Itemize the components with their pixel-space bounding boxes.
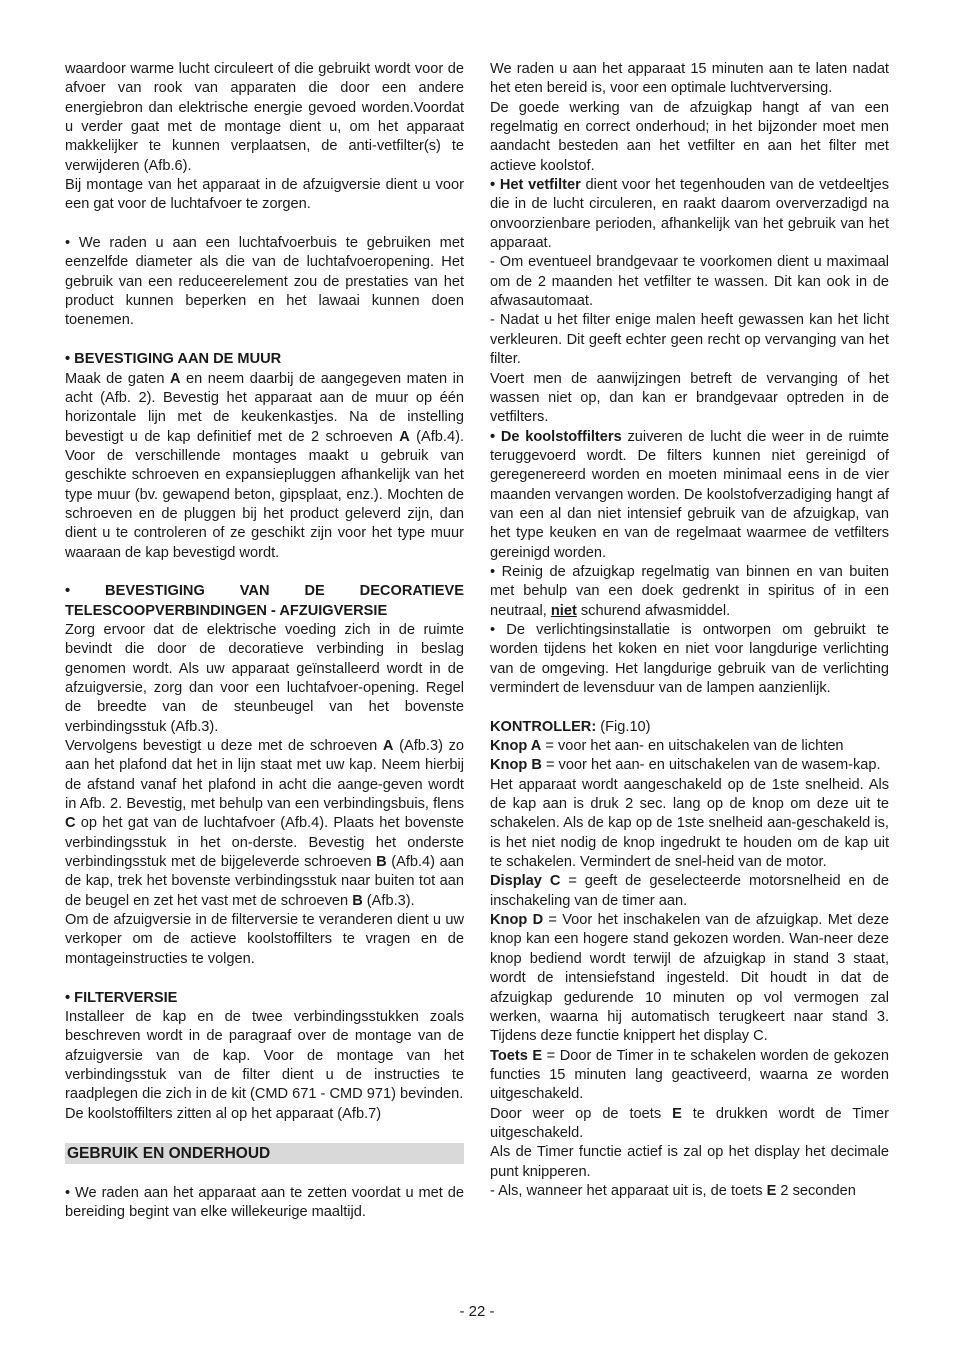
paragraph-speed: Het apparaat wordt aangeschakeld op de 1ste snelheid. Als de kap aan is druk 2 sec. lang op de knop om deze uit te schakelen. Als de kap op de 1ste snelheid aan-geschakeld is, is het niet nodig de knop ingedrukt te houden om de kap uit te schakelen. Vermindert de snel-heid van de motor. (490, 776, 889, 871)
paragraph-15-minutes: We raden u aan het apparaat 15 minuten aan te laten nadat het eten bereid is, voor een optimale luchtverversing. (490, 61, 889, 97)
paragraph-wall-mount: Maak de gaten A en neem daarbij de aangegeven maten in acht (Afb. 2). Bevestig het apparaat aan de muur op één horizontale lijn met de keukenkastjes. Na de instelling bevestigt u de kap definitief met de 2 schroeven A (Afb.4). Voor de verschillende montages maakt u gebruik van geschikte schroeven en expansiepluggen afhankelijk van het type muur (bv. gewapend beton, gipsplaat, enz.). Mochten de schroeven en de pluggen bij het product geleverd zijn, dan dient u te controleren of ze geschikt zijn voor het type muur waaraan de kap bevestigd wordt. (65, 370, 464, 561)
paragraph-grease-warning: Voert men de aanwijzingen betreft de vervanging of het wassen niet op, dan kan er brandgevaar optreden in de vetfilters. (490, 370, 889, 426)
paragraph-carbon-filters: • De koolstoffilters zuiveren de lucht die weer in de ruimte teruggevoerd wordt. De filters kunnen niet gereinigd of geregenereerd worden en moeten minimaal eens in de vier maanden vervangen worden. De koolstofverzadiging hangt af van een al dan niet intensief gebruik van de afzuigkap, van het type keuken en van de regelmaat waarmee de vetfilters gereinigd worden. (490, 428, 889, 561)
heading-filter-version: • FILTERVERSIE (65, 989, 178, 1006)
paragraph-grease-wash: - Om eventueel brandgevaar te voorkomen dient u maximaal om de 2 maanden het vetfilter te wassen. Dit kan ook in de afwasautomaat. (490, 254, 889, 310)
heading-controller: KONTROLLER: (Fig.10) (490, 718, 651, 735)
page-number: - 22 - (459, 1303, 495, 1320)
paragraph-last: - Als, wanneer het apparaat uit is, de toets E 2 seconden (490, 1182, 856, 1199)
bullet-use-before-cooking: • We raden aan het apparaat aan te zetten voordat u met de bereiding begint van elke willekeurige maaltijd. (65, 1184, 464, 1220)
paragraph-timer-off: Door weer op de toets E te drukken wordt de Timer uitgeschakeld. (490, 1105, 889, 1141)
paragraph-filter-1: Installeer de kap en de twee verbindingsstukken zoals beschreven wordt in de paragraaf over de montage van de afzuigversie van de kap. Voor de montage van het verbindingsstuk van de filter dient u de instructies te raadplegen die zich in de kit (CMD 671 - CMD 971) bevinden. (65, 1008, 464, 1103)
paragraph-filter-2: De koolstoffilters zitten al op het apparaat (Afb.7) (65, 1105, 382, 1122)
paragraph-knop-a: Knop A = voor het aan- en uitschakelen van de lichten (490, 738, 844, 755)
paragraph-maintenance: De goede werking van de afzuigkap hangt af van een regelmatig en correct onderhoud; in het bijzonder moet men aandacht besteden aan het vetfilter en aan het filter met actieve koolstof. (490, 99, 889, 174)
paragraph-intro: waardoor warme lucht circuleert of die gebruikt wordt voor de afvoer van rook van apparaten die door een andere energiebron dan elektrische energie gevoed worden.Voordat u verder gaat met de montage dient u, om het apparaat makkelijker te kunnen verplaatsen, de anti-vetfilter(s) te verwijderen (Afb.6). (65, 61, 464, 174)
paragraph-deco-1: Zorg ervoor dat de elektrische voeding zich in de ruimte bevindt die door de decoratieve verbinding in beslag genomen wordt. Als uw apparaat geïnstalleerd wordt in de afzuigversie, zorg dan voor een luchtafvoer-opening. Regel de breedte van de steunbeugel van het bovenste verbindingsstuk (Afb.3). (65, 621, 464, 735)
paragraph-exhaust-hole: Bij montage van het apparaat in de afzuigversie dient u voor een gat voor de luchtafvoer te zorgen. (65, 177, 464, 213)
bullet-exhaust-pipe: • We raden u aan een luchtafvoerbuis te gebruiken met eenzelfde diameter als die van de luchtafvoeropening. Het gebruik van een reduceerelement zou de prestaties van het product kunnen beperken en het lawaai kunnen doen toenemen. (65, 235, 464, 329)
heading-decorative-telescope: • BEVESTIGING VAN DE DECORATIEVE TELESCOOPVERBINDINGEN - AFZUIGVERSIE (65, 583, 464, 619)
paragraph-cleaning: • Reinig de afzuigkap regelmatig van binnen en van buiten met behulp van een doek gedrenkt in spiritus of in een neutraal, niet schurend afwasmiddel. (490, 563, 889, 619)
paragraph-grease-filter: • Het vetfilter dient voor het tegenhouden van de vetdeeltjes die in de lucht circuleren, en raakt daarom oververzadigd na onvoorzienbare perioden, afhankelijk van het gebruik van het apparaat. (490, 177, 889, 252)
paragraph-deco-2: Vervolgens bevestigt u deze met de schroeven A (Afb.3) zo aan het plafond dat het in lijn staat met uw kap. Neem hierbij de afstand vanaf het plafond in acht die aange-geven wordt in Afb. 2. Bevestig, met behulp van een verbindingsbuis, flens C op het gat van de luchtafvoer (Afb.4). Plaats het bovenste verbindingsstuk in het on-derste. Bevestig het onderste verbindingsstuk met de bijgeleverde schroeven B (Afb.4) aan de kap, trek het bovenste verbindingsstuk naar buiten tot aan de beugel en zet het vast met de schroeven B (Afb.3). (65, 738, 465, 909)
paragraph-grease-discolor: - Nadat u het filter enige malen heeft gewassen kan het licht verkleuren. Dit geeft echter geen recht op vervanging van het filter. (490, 312, 889, 368)
section-heading-use-maintenance: GEBRUIK EN ONDERHOUD (65, 1143, 464, 1164)
paragraph-deco-3: Om de afzuigversie in de filterversie te veranderen dient u uw verkoper om de actieve koolstoffilters te vragen en de montageinstructies te volgen. (65, 912, 464, 967)
paragraph-knop-d: Knop D = Voor het inschakelen van de afzuigkap. Met deze knop kan een hogere stand gekozen worden. Wan-neer deze knop bediend wordt terwijl de afzuigkap in stand 3 staat, wordt de intensiefstand ingesteld. Dit houdt in dat de afzuigkap gedurende 10 minuten op vol vermogen zal werken, waarna hij automatisch terugkeert naar stand 3. Tijdens deze functie knippert het display C. (490, 912, 889, 1045)
right-column (490, 60, 889, 1201)
paragraph-timer-blink: Als de Timer functie actief is zal op het display het decimale punt knipperen. (490, 1144, 889, 1180)
left-column (65, 60, 464, 1222)
paragraph-display-c: Display C = geeft de geselecteerde motorsnelheid en de inschakeling van de timer aan. (490, 873, 889, 909)
paragraph-lighting: • De verlichtingsinstallatie is ontworpen om gebruikt te worden tijdens het koken en niet voor langdurige verlichting van de omgeving. Het langdurige gebruik van de verlichting vermindert de levensduur van de lampen aanzienlijk. (490, 621, 889, 696)
paragraph-toets-e: Toets E = Door de Timer in te schakelen worden de gekozen functies 15 minuten lang geactiveerd, waarna ze worden uitgeschakeld. (490, 1047, 889, 1103)
heading-wall-mount: • BEVESTIGING AAN DE MUUR (65, 351, 282, 368)
paragraph-knop-b: Knop B = voor het aan- en uitschakelen van de wasem-kap. (490, 757, 881, 774)
